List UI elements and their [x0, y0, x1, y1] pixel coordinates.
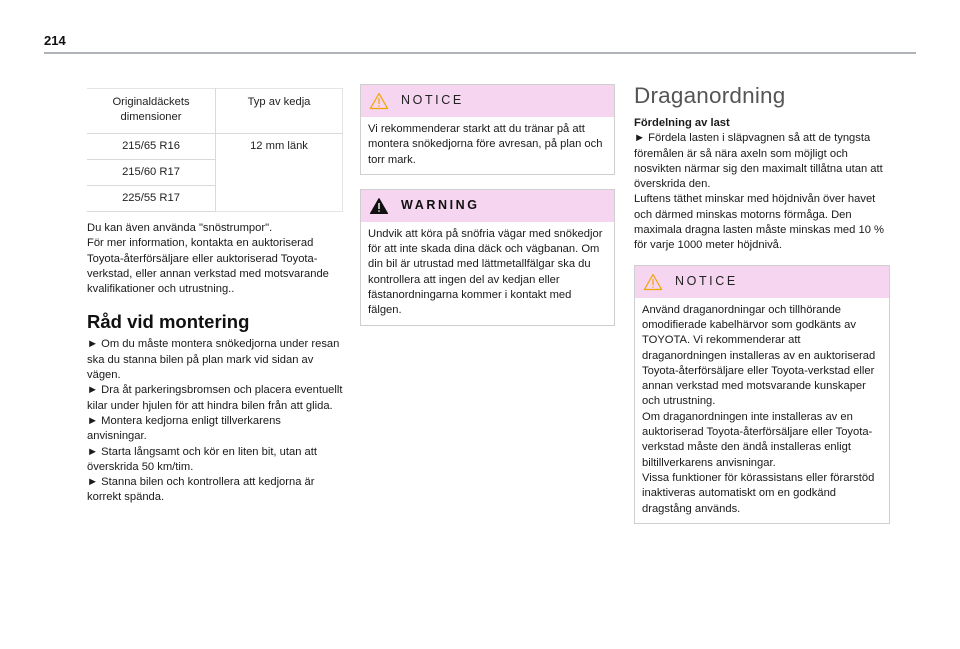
notice-header	[361, 85, 614, 117]
towing-notice-text: Använd draganordningar och tillhörande omodifierade kabelhärvor som godkänts av TOYOTA. Vi rekommenderar att draganordningen installeras av en auktoriserad Toyota-återförsäljare eller Toyota-verkstad eller annan verkstad med motsvarande kunskaper och utrustning. Om draganordningen inte installeras av en auktoriserad Toyota-återförsäljare eller Toyota-verkstad måste den ändå installeras enligt biltillverkarens anvisningar. Vissa funktioner för körassistans eller förarstöd inaktiveras automatiskt om en godkänd dragstång används.	[642, 303, 876, 515]
mounting-step: ► Om du måste montera snökedjorna under resan ska du stanna bilen på plan mark vid sidan av vägen.	[87, 338, 340, 382]
table-header-cell: Typ av kedja	[216, 89, 343, 134]
table-header-cell: Originaldäckets dimensioner	[87, 89, 216, 134]
column-middle	[360, 84, 615, 340]
mounting-step: ► Stanna bilen och kontrollera att kedjorna är korrekt spända.	[87, 476, 315, 504]
towing-notice-box	[634, 265, 890, 524]
load-distribution-text: ► Fördela lasten i släpvagnen så att de tyngsta föremålen är så nära axeln som möjligt och nosvikten närmar sig den maximalt tillåtna utan att överskrida den. Luftens täthet minskar med höjdnivån över havet och därmed minskas motorns förmåga. Den maximala dragna lasten måste minskas med 10 % för varje 1000 meter höjdnivå.	[634, 132, 884, 252]
table-cell: 225/55 R17	[87, 186, 216, 212]
table-row	[87, 134, 343, 160]
table-row	[87, 160, 343, 186]
table-cell: 215/60 R17	[87, 160, 216, 186]
warning-triangle-icon	[369, 197, 389, 215]
mounting-step: ► Starta långsamt och kör en liten bit, utan att överskrida 50 km/tim.	[87, 445, 317, 473]
table-cell	[216, 160, 343, 186]
snow-socks-paragraph: Du kan även använda "snöstrumpor". För mer information, kontakta en auktoriserad Toyota-återförsäljare eller auktoriserad Toyota-verkstad, eller annan verkstad med motsvarande kvalifikationer och utrustning..	[87, 222, 329, 296]
column-left	[87, 88, 343, 506]
notice-label: NOTICE	[401, 93, 464, 108]
notice-triangle-icon	[643, 273, 663, 291]
warning-header	[361, 190, 614, 222]
header-rule	[44, 52, 916, 54]
notice-header	[635, 266, 889, 298]
table-row	[87, 186, 343, 212]
table-cell: 215/65 R16	[87, 134, 216, 160]
notice-box	[360, 84, 615, 175]
table-cell	[216, 186, 343, 212]
tyre-chain-table	[87, 88, 343, 212]
towing-title: Draganordning	[634, 83, 786, 108]
warning-label: WARNING	[401, 198, 480, 213]
table-cell: 12 mm länk	[250, 140, 308, 152]
mounting-step: ► Montera kedjorna enligt tillverkarens anvisningar.	[87, 414, 281, 443]
notice-triangle-icon	[369, 92, 389, 110]
warning-text: Undvik att köra på snöfria vägar med snökedjor för att inte skada dina däck och vägbanan. Om din bil är utrustad med lättmetallfälgar ska du kontrollera att ingen del av kedjan eller fästanordningarna kommer i kontakt med fälgen.	[368, 227, 603, 317]
warning-box	[360, 189, 615, 326]
mounting-step: ► Dra åt parkeringsbromsen och placera eventuellt kilar under hjulen för att hindra bilen från att glida.	[87, 384, 343, 412]
table-header-row	[87, 89, 343, 134]
mounting-heading: Råd vid montering	[87, 311, 250, 333]
page-number: 214	[44, 33, 66, 48]
load-distribution-heading: Fördelning av last	[634, 117, 730, 129]
notice-text: Vi rekommenderar starkt att du tränar på att montera snökedjorna före avresan, på plan och torr mark.	[368, 123, 603, 166]
column-right	[634, 83, 890, 538]
notice-label: NOTICE	[675, 274, 738, 289]
